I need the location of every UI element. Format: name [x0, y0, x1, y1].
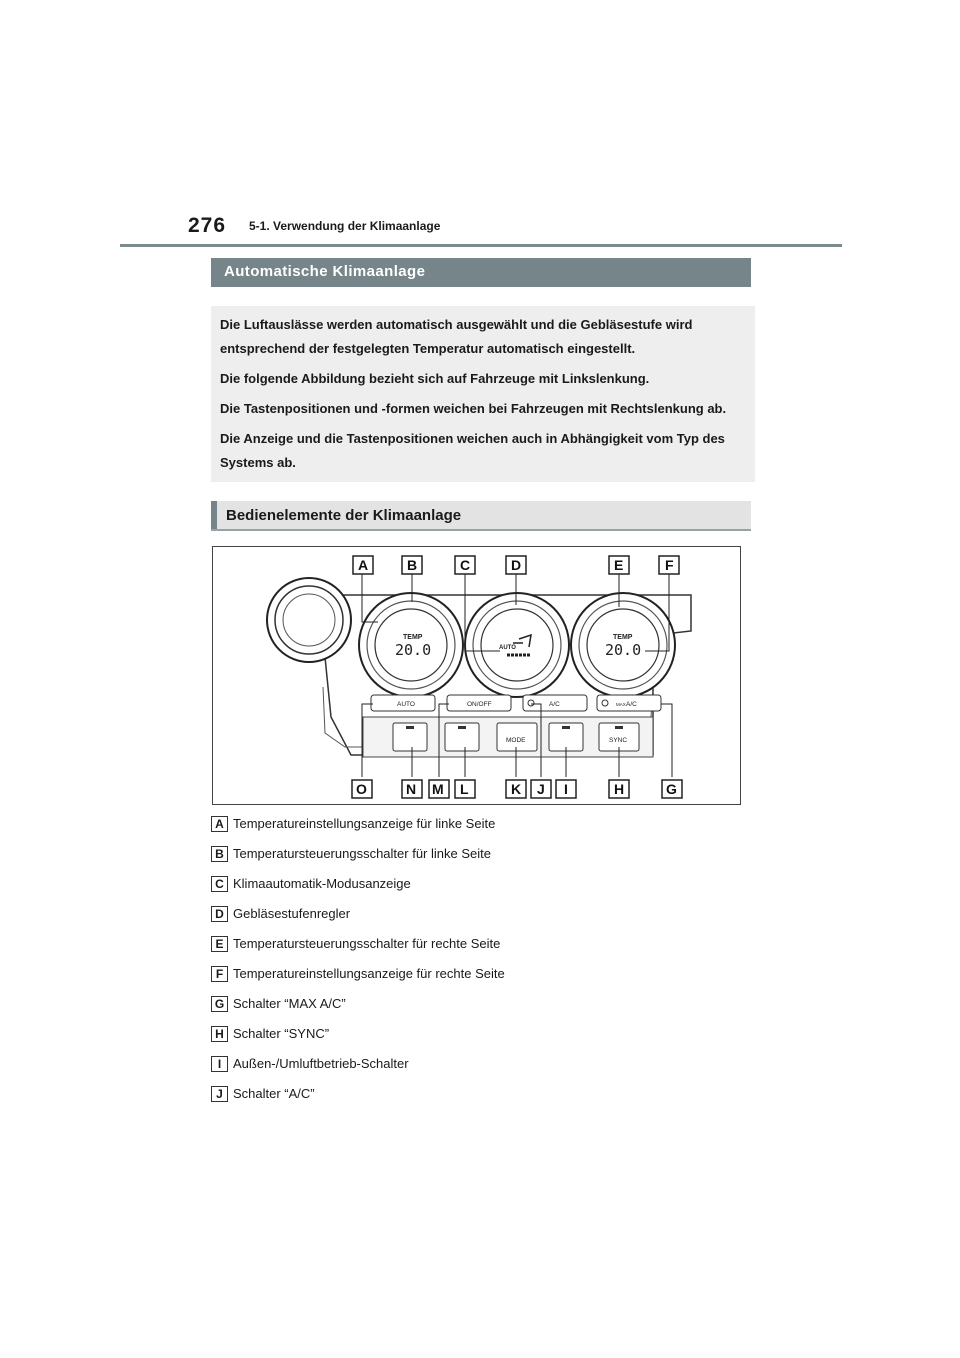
center-dial-auto-label: AUTO — [499, 645, 516, 651]
left-dial-temp-label: TEMP — [403, 634, 423, 641]
legend-description: Schalter “SYNC” — [233, 1026, 330, 1041]
legend-description: Schalter “MAX A/C” — [233, 996, 346, 1011]
legend-key-badge: H — [211, 1026, 228, 1042]
callout-j: J — [537, 781, 545, 797]
subsection-title-bar — [211, 501, 751, 531]
callout-e: E — [614, 557, 624, 573]
callout-n: N — [406, 781, 417, 797]
intro-paragraph: Die folgende Abbildung bezieht sich auf Fahrzeuge mit Linkslenkung. — [220, 371, 650, 386]
svg-text:SYNC: SYNC — [609, 737, 628, 744]
callout-l: L — [460, 781, 469, 797]
legend-description: Gebläsestufenregler — [233, 906, 351, 921]
legend-description: Temperatursteuerungsschalter für rechte Seite — [233, 936, 501, 951]
callout-b: B — [407, 557, 418, 573]
button-row-bottom — [363, 717, 653, 757]
left-dial-readout: 20.0 — [395, 641, 432, 659]
legend-key-badge: I — [211, 1056, 228, 1072]
callout-f: F — [665, 557, 674, 573]
svg-text:ON/OFF: ON/OFF — [467, 701, 492, 708]
callout-c: C — [460, 557, 471, 573]
top-callouts — [353, 556, 679, 574]
right-dial-temp-label: TEMP — [613, 634, 633, 641]
page-number: 276 — [188, 214, 227, 237]
chapter-heading: 5-1. Verwendung der Klimaanlage — [249, 219, 441, 233]
legend-key-badge: A — [211, 816, 228, 832]
climate-control-illustration — [212, 546, 741, 805]
section-title-bar — [211, 258, 751, 287]
legend-key-badge: B — [211, 846, 228, 862]
subsection-accent — [211, 501, 217, 529]
legend-key-badge: D — [211, 906, 228, 922]
legend-key-badge: G — [211, 996, 228, 1012]
callout-m: M — [432, 781, 444, 797]
legend-key-badge: C — [211, 876, 228, 892]
intro-box — [211, 306, 755, 482]
callout-a: A — [358, 557, 369, 573]
legend-description: Außen-/Umluftbetrieb-Schalter — [233, 1056, 409, 1071]
climate-panel-drawing — [213, 547, 741, 805]
right-temp-dial — [571, 593, 675, 697]
legend-description: Temperatursteuerungsschalter für linke Seite — [233, 846, 491, 861]
left-knob — [267, 578, 351, 662]
intro-paragraph: Die Anzeige und die Tastenpositionen weichen auch in Abhängigkeit vom Typ des Systems ab. — [220, 431, 725, 470]
center-fan-dial — [465, 593, 569, 697]
callout-i: I — [564, 781, 568, 797]
legend-description: Temperatureinstellungsanzeige für linke Seite — [233, 816, 496, 831]
legend-key-badge: F — [211, 966, 228, 982]
section-title: Automatische Klimaanlage — [224, 263, 426, 280]
legend-description: Temperatureinstellungsanzeige für rechte Seite — [233, 966, 505, 981]
callout-h: H — [614, 781, 625, 797]
intro-paragraph: Die Tastenpositionen und -formen weichen bei Fahrzeugen mit Rechtslenkung ab. — [220, 401, 727, 416]
legend-key-badge: E — [211, 936, 228, 952]
svg-text:AUTO: AUTO — [397, 701, 415, 708]
callout-k: K — [511, 781, 522, 797]
svg-text:MODE: MODE — [506, 737, 526, 744]
legend-description: Klimaautomatik-Modusanzeige — [233, 876, 411, 891]
legend-description: Schalter “A/C” — [233, 1086, 315, 1101]
subsection-title: Bedienelemente der Klimaanlage — [226, 507, 462, 524]
intro-paragraph: Die Luftauslässe werden automatisch ausgewählt und die Gebläsestufe wird entsprechend der festgelegten Temperatur automatisch eingestellt. — [220, 317, 693, 356]
bottom-callouts — [352, 780, 682, 798]
svg-text:MAX: MAX — [616, 702, 626, 707]
svg-text:A/C: A/C — [549, 701, 560, 708]
right-dial-readout: 20.0 — [605, 641, 642, 659]
callout-g: G — [666, 781, 677, 797]
callout-d: D — [511, 557, 522, 573]
header-divider — [120, 244, 842, 247]
callout-o: O — [356, 781, 367, 797]
left-temp-dial — [359, 593, 463, 697]
legend-key-badge: J — [211, 1086, 228, 1102]
svg-text:A/C: A/C — [626, 701, 637, 708]
